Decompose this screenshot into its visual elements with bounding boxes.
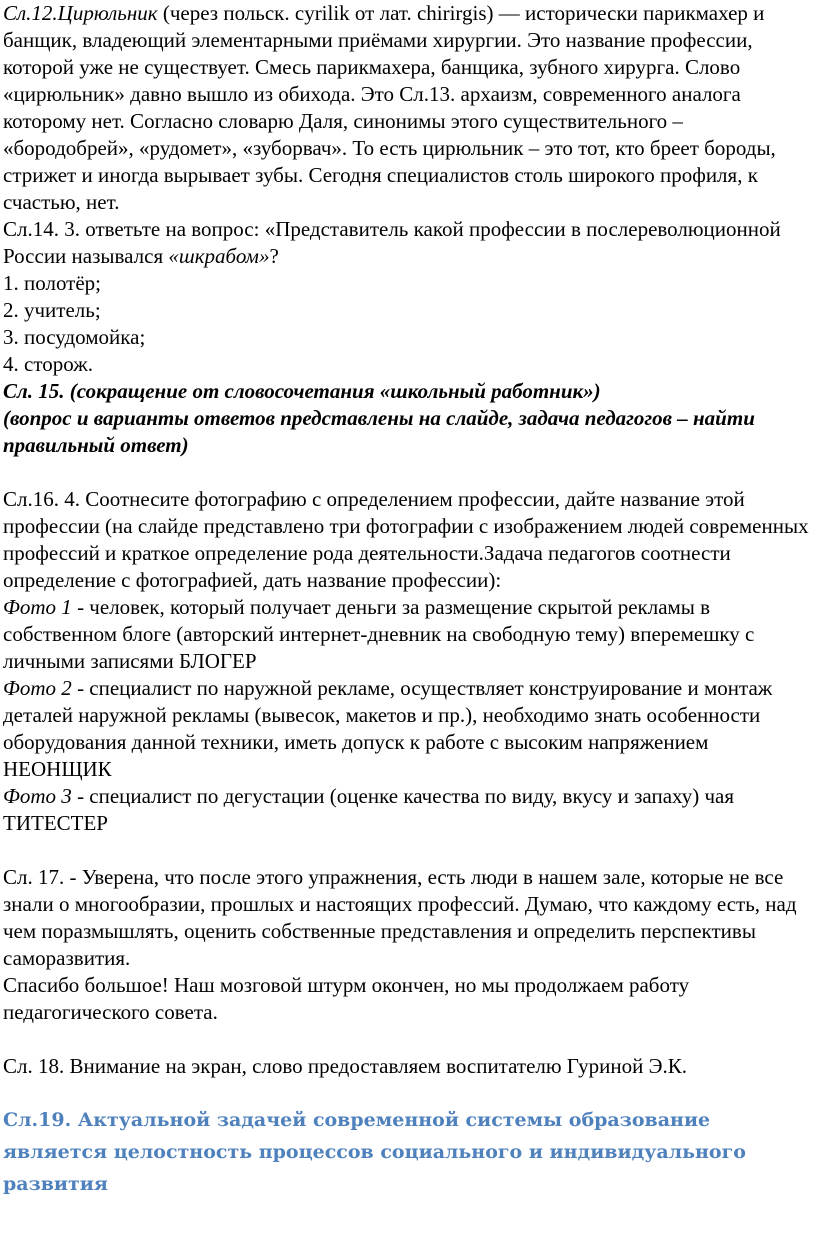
sl17-paragraph-1: Сл. 17. - Уверена, что после этого упражнения, есть люди в нашем зале, которые не все знали о многообразии, прошлых и настоящих профессий. Думаю, что каждому есть, над чем поразмышлять, оценить собственные представления и определить перспективы саморазвития.	[3, 865, 797, 970]
sl15-line2: (вопрос и варианты ответов представлены на слайде, задача педагогов – найти правильный ответ)	[3, 406, 755, 457]
sl14-question-start: Сл.14. 3. ответьте на вопрос: «Представитель какой профессии в послереволюционной России назывался	[3, 217, 781, 268]
paragraph-sl14-question	[3, 216, 813, 270]
photo-2-label: Фото 2	[3, 676, 72, 700]
sl16-intro: Сл.16. 4. Соотнесите фотографию с определением профессии, дайте название этой профессии (на слайде представлено три фотографии с изображением людей современных профессий и краткое определение рода деятельности.Задача педагогов соотнести определение с фотографией, дать название профессии):	[3, 487, 809, 592]
photo-1-label: Фото 1	[3, 595, 72, 619]
sl16-photo-1	[3, 594, 813, 675]
sl12-term: Цирюльник	[57, 1, 158, 25]
sl14-question-term: «шкрабом»	[168, 244, 270, 268]
sl19-heading: Сл.19. Актуальной задачей современной системы образование является целостность процессов социального и индивидуального развития	[3, 1109, 746, 1195]
document-page	[3, 0, 813, 1200]
blank-line	[3, 459, 813, 486]
sl14-option-4: 4. сторож.	[3, 352, 93, 376]
sl12-text: (через польск. cyrilik от лат. chirirgis) — исторически парикмахер и банщик, владеющий элементарными приёмами хирургии. Это название профессии, которой уже не существует. Смесь парикмахера, банщика, зубного хирурга. Слово «цирюльник» давно вышло из обихода. Это Сл.13. архаизм, современного аналога которому нет. Согласно словарю Даля, синонимы этого существительного – «бородобрей», «рудомет», «зуборвач». То есть цирюльник – это тот, кто бреет бороды, стрижет и иногда вырывает зубы. Сегодня специалистов столь широкого профиля, к счастью, нет.	[3, 1, 776, 214]
sl14-question-end: ?	[269, 244, 279, 268]
photo-2-text: - специалист по наружной рекламе, осуществляет конструирование и монтаж деталей наружной рекламы (вывесок, макетов и пр.), необходимо знать особенности оборудования данной техники, иметь допуск к работе с высоким напряжением НЕОНЩИК	[3, 676, 773, 781]
sl15-line1: Сл. 15. (сокращение от словосочетания «школьный работник»)	[3, 379, 601, 403]
sl14-option-1: 1. полотёр;	[3, 271, 101, 295]
photo-3-label: Фото 3	[3, 784, 72, 808]
paragraph-sl12	[3, 0, 813, 216]
sl14-option-2: 2. учитель;	[3, 298, 101, 322]
sl12-prefix: Сл.12.	[3, 1, 58, 25]
blank-line	[3, 1026, 813, 1053]
sl14-option-3: 3. посудомойка;	[3, 325, 146, 349]
photo-3-text: - специалист по дегустации (оценке качества по виду, вкусу и запаху) чая ТИТЕСТЕР	[3, 784, 735, 835]
sl16-photo-2	[3, 675, 813, 783]
photo-1-text: - человек, который получает деньги за размещение скрытой рекламы в собственном блоге (авторский интернет-дневник на свободную тему) вперемешку с личными записями БЛОГЕР	[3, 595, 755, 673]
blank-line	[3, 837, 813, 864]
sl17-paragraph-2: Спасибо большое! Наш мозговой штурм окончен, но мы продолжаем работу педагогического совета.	[3, 973, 690, 1024]
blank-line	[3, 1080, 813, 1104]
sl16-photo-3	[3, 783, 813, 837]
sl18-paragraph: Сл. 18. Внимание на экран, слово предоставляем воспитателю Гуриной Э.К.	[3, 1054, 687, 1078]
